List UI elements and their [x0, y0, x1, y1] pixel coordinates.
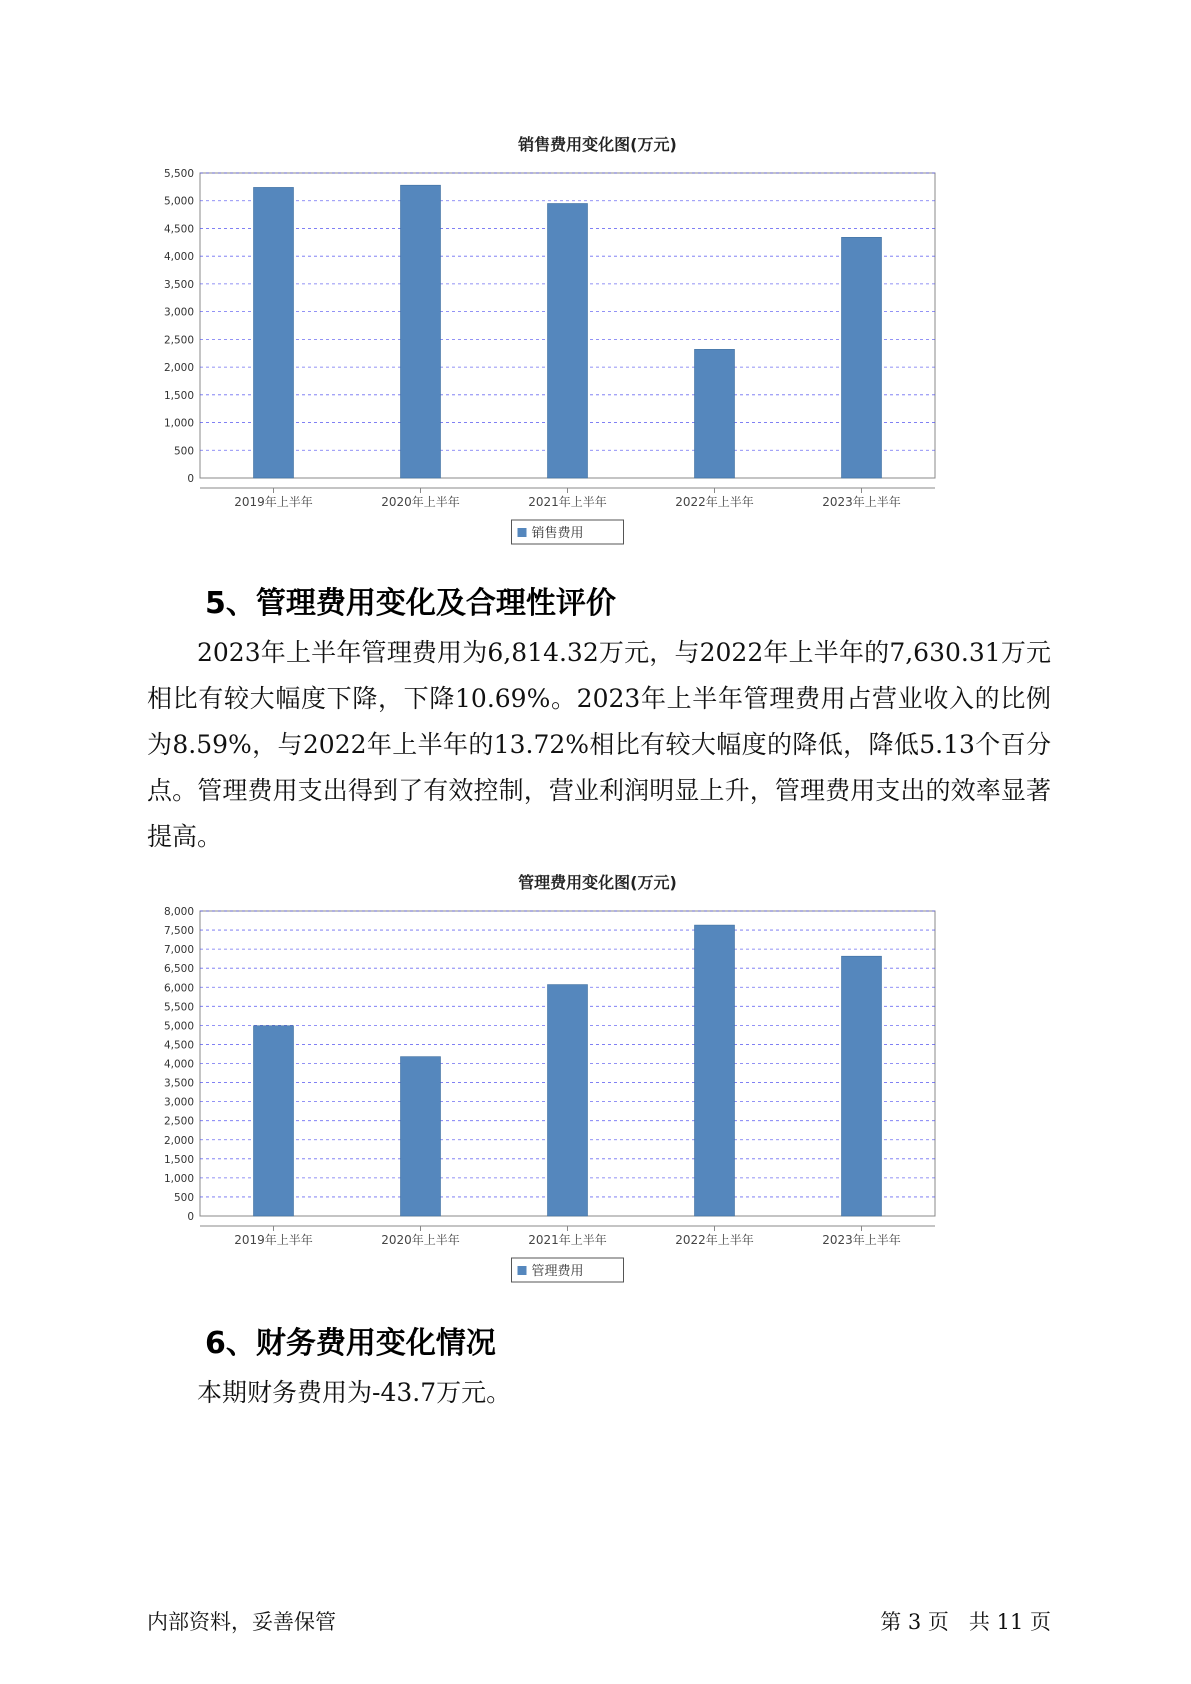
bar: [254, 187, 294, 478]
x-tick-label: 2021年上半年: [528, 1233, 607, 1247]
y-tick-label: 7,500: [163, 925, 194, 938]
legend-label: 销售费用: [531, 526, 584, 541]
y-tick-label: 2,000: [163, 1134, 194, 1147]
y-tick-label: 0: [187, 473, 194, 485]
bar: [695, 925, 735, 1216]
x-tick-label: 2021年上半年: [528, 495, 607, 509]
x-tick-label: 2019年上半年: [234, 1233, 313, 1247]
bar: [254, 1026, 294, 1216]
section6-heading: 6、财务费用变化情况: [205, 1326, 496, 1361]
footer-right: 第 3 页 共 11 页: [880, 1610, 1051, 1634]
y-tick-label: 0: [187, 1211, 194, 1223]
y-tick-label: 6,500: [163, 963, 194, 976]
y-tick-label: 5,500: [163, 168, 194, 180]
y-tick-label: 4,500: [163, 223, 194, 236]
y-tick-label: 3,000: [163, 306, 194, 319]
y-tick-label: 3,500: [163, 278, 194, 291]
bar: [695, 349, 735, 478]
bar: [842, 237, 882, 478]
x-tick-label: 2023年上半年: [822, 495, 901, 509]
y-tick-label: 1,000: [163, 417, 194, 430]
x-tick-label: 2022年上半年: [675, 1233, 754, 1247]
y-tick-label: 1,500: [163, 1153, 194, 1166]
bar: [548, 204, 588, 479]
y-tick-label: 1,500: [163, 389, 194, 402]
bar: [842, 956, 882, 1216]
bar: [401, 185, 441, 478]
admin-expense-chart: [140, 866, 1060, 1286]
section5-paragraph: [147, 630, 1051, 860]
y-tick-label: 500: [173, 445, 194, 458]
footer-left: 内部资料，妥善保管: [147, 1610, 336, 1634]
legend-swatch: [518, 528, 527, 537]
y-tick-label: 5,000: [163, 1020, 194, 1033]
y-tick-label: 4,000: [163, 251, 194, 264]
section6-paragraph: [147, 1370, 1051, 1416]
sales-expense-chart-svg: [140, 128, 1060, 548]
y-tick-label: 500: [173, 1191, 194, 1204]
y-tick-label: 6,000: [163, 982, 194, 995]
y-tick-label: 2,500: [163, 334, 194, 347]
chart-title: 管理费用变化图(万元): [518, 873, 677, 892]
y-tick-label: 3,500: [163, 1077, 194, 1090]
y-tick-label: 4,000: [163, 1058, 194, 1071]
bar: [548, 985, 588, 1216]
section6-paragraph-text: 本期财务费用为-43.7万元。: [197, 1378, 512, 1407]
section5-paragraph-text: 2023年上半年管理费用为6,814.32万元，与2022年上半年的7,630.31万元相比有较大幅度下降，下降10.69%。2023年上半年管理费用占营业收入的比例为8.59%，与2022年上半年的13.72%相比有较大幅度的降低，降低5.13个百分点。管理费用支出得到了有效控制，营业利润明显上升，管理费用支出的效率显著提高。: [147, 638, 1051, 851]
section5-heading: 5、管理费用变化及合理性评价: [205, 586, 616, 621]
chart-title: 销售费用变化图(万元): [518, 135, 677, 154]
y-tick-label: 7,000: [163, 944, 194, 957]
x-tick-label: 2020年上半年: [381, 495, 460, 509]
y-tick-label: 3,000: [163, 1096, 194, 1109]
x-tick-label: 2019年上半年: [234, 495, 313, 509]
legend-label: 管理费用: [531, 1264, 584, 1279]
y-tick-label: 5,000: [163, 195, 194, 208]
admin-expense-chart-svg: [140, 866, 1060, 1286]
y-tick-label: 4,500: [163, 1039, 194, 1052]
y-tick-label: 8,000: [163, 906, 194, 918]
x-tick-label: 2022年上半年: [675, 495, 754, 509]
y-tick-label: 2,500: [163, 1115, 194, 1128]
bar: [401, 1057, 441, 1216]
y-tick-label: 1,000: [163, 1172, 194, 1185]
x-tick-label: 2020年上半年: [381, 1233, 460, 1247]
x-tick-label: 2023年上半年: [822, 1233, 901, 1247]
y-tick-label: 5,500: [163, 1001, 194, 1014]
sales-expense-chart: [140, 128, 1060, 548]
y-tick-label: 2,000: [163, 362, 194, 375]
legend-swatch: [518, 1266, 527, 1275]
